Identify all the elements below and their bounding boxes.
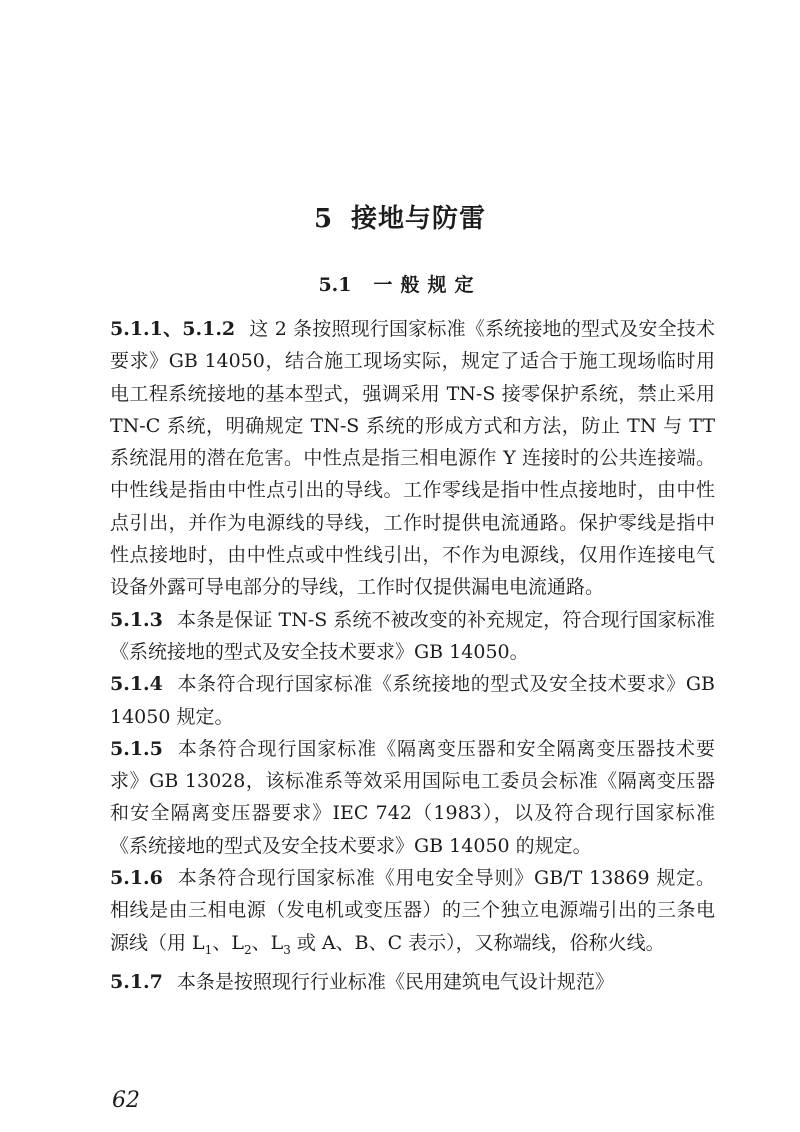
section-number: 5.1 xyxy=(318,274,352,296)
clause-number: 5.1.4 xyxy=(110,673,163,696)
separator: 、L xyxy=(251,931,284,954)
paragraph-text: 本条是保证 TN-S 系统不被改变的补充规定，符合现行国家标准《系统接地的型式及安全技术要求》GB 14050。 xyxy=(110,608,715,663)
clause-number: 5.1.6 xyxy=(110,867,163,890)
paragraph-5-1-5 xyxy=(110,733,715,862)
section-title-text: 一般规定 xyxy=(373,274,482,296)
clause-number: 5.1.7 xyxy=(110,970,163,993)
paragraph-text: 本条符合现行国家标准《系统接地的型式及安全技术要求》GB 14050 规定。 xyxy=(110,673,715,728)
paragraph-5-1-7 xyxy=(110,966,715,998)
clause-number: 5.1.1、5.1.2 xyxy=(110,318,236,340)
section-title xyxy=(0,270,800,297)
chapter-number: 5 xyxy=(313,204,334,234)
paragraph-text: 本条符合现行国家标准《用电安全导则》GB/T 13869 规定。相线是由三相电源（发电机或变压器）的三个独立电源端引出的三条电源线（用 L xyxy=(110,867,715,954)
subscript-2: 2 xyxy=(243,942,252,957)
subscript-3: 3 xyxy=(283,942,291,957)
paragraph-text-end: 或 A、B、C 表示），又称端线，俗称火线。 xyxy=(290,931,665,954)
clause-number: 5.1.3 xyxy=(110,608,163,631)
page-number: 62 xyxy=(112,1088,140,1113)
paragraph-5-1-4 xyxy=(110,668,715,733)
subscript-1: 1 xyxy=(204,942,213,957)
clause-number: 5.1.5 xyxy=(110,737,163,760)
paragraph-5-1-3 xyxy=(110,604,715,669)
chapter-title xyxy=(0,198,800,235)
body-text xyxy=(110,313,715,998)
chapter-title-text: 接地与防雷 xyxy=(351,204,487,234)
separator: 、L xyxy=(212,931,244,954)
paragraph-text: 本条是按照现行行业标准《民用建筑电气设计规范》 xyxy=(176,970,614,993)
paragraph-text: 这 2 条按照现行国家标准《系统接地的型式及安全技术要求》GB 14050，结合施工现场实际，规定了适合于施工现场临时用电工程系统接地的基本型式，强调采用 TN-S 接零保护系统，禁止采用 TN-C 系统，明确规定 TN-S 系统的形成方式和方法，防止 TN 与 TT 系统混用的潜在危害。中性点是指三相电源作 Y 连接时的公共连接端。中性线是指由中性点引出的导线。工作零线是指中性点接地时，由中性点引出，并作为电源线的导线，工作时提供电流通路。保护零线是指中性点接地时，由中性点或中性线引出，不作为电源线，仅用作连接电气设备外露可导电部分的导线，工作时仅提供漏电电流通路。 xyxy=(110,318,715,599)
paragraph-5-1-1 xyxy=(110,313,715,604)
paragraph-5-1-6 xyxy=(110,862,715,966)
paragraph-text: 本条符合现行国家标准《隔离变压器和安全隔离变压器技术要求》GB 13028，该标准系等效采用国际电工委员会标准《隔离变压器和安全隔离变压器要求》IEC 742（1983），以及符合现行国家标准《系统接地的型式及安全技术要求》GB 14050 的规定。 xyxy=(110,737,715,857)
